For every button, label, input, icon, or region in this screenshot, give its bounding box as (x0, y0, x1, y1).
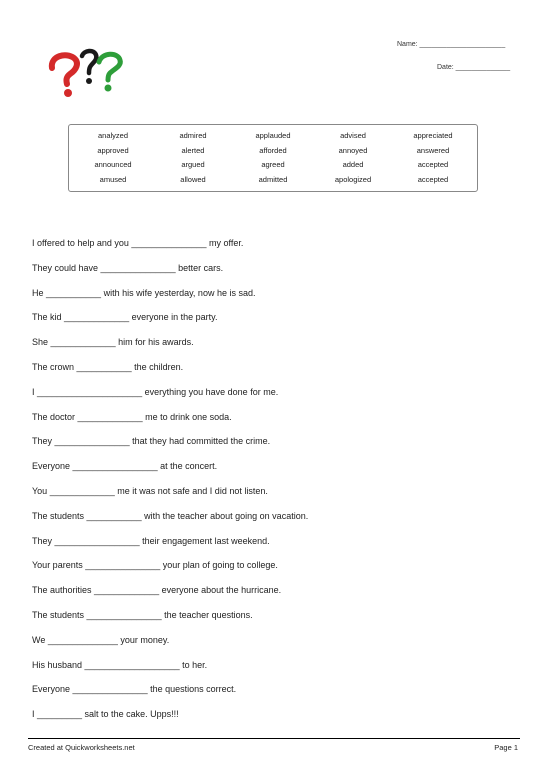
question-marks-logo (44, 46, 128, 100)
sentence-item: He ___________ with his wife yesterday, now he is sad. (32, 287, 256, 298)
sentence-item: The authorities _____________ everyone about the hurricane. (32, 585, 282, 596)
sentence-item: His husband ___________________ to her. (32, 659, 208, 670)
black-question-mark-icon (82, 51, 96, 84)
sentence-item: The kid _____________ everyone in the party. (32, 312, 218, 323)
word-bank-item: amused (99, 174, 127, 184)
word-bank-item: admired (179, 131, 207, 140)
sentence-item: Your parents _______________ your plan of going to college. (32, 560, 278, 571)
word-bank-item: admitted (258, 174, 288, 184)
sentence-item: I _________ salt to the cake. Upps!!! (32, 709, 179, 720)
word-bank-item: afforded (259, 145, 287, 155)
sentence-item: They could have _______________ better cars. (32, 262, 224, 273)
sentence-item: I _____________________ everything you have done for me. (32, 386, 279, 397)
footer-divider (28, 738, 520, 739)
word-bank-item: allowed (180, 174, 206, 184)
sentence-item: They _______________ that they had committed the crime. (32, 436, 271, 447)
word-bank-item: announced (94, 160, 132, 169)
sentence-item: We ______________ your money. (32, 634, 170, 645)
word-bank-item: appreciated (413, 131, 453, 140)
date-field-line: Date: ______________ (437, 64, 511, 71)
sentence-item: The crown ___________ the children. (32, 361, 184, 372)
sentence-item: The doctor _____________ me to drink one soda. (32, 411, 232, 422)
word-bank (68, 124, 478, 192)
word-bank-item: approved (97, 145, 129, 155)
word-bank-item: analyzed (97, 131, 129, 140)
footer-credit: Created at Quickworksheets.net (28, 743, 135, 752)
word-bank-item: alerted (181, 145, 205, 155)
word-bank-item: applauded (255, 131, 291, 140)
sentence-item: The students ___________ with the teacher about going on vacation. (32, 510, 309, 521)
word-bank-item: added (342, 160, 364, 169)
word-bank-item: answered (416, 145, 450, 155)
word-bank-item: accepted (417, 160, 449, 169)
sentence-list (32, 236, 512, 732)
sentence-item: They _________________ their engagement last weekend. (32, 535, 270, 546)
sentence-item: You _____________ me it was not safe and I did not listen. (32, 485, 268, 496)
sentence-item: Everyone _______________ the questions correct. (32, 684, 237, 695)
word-bank-item: argued (181, 160, 205, 169)
page-number: Page 1 (494, 743, 518, 752)
sentence-item: She _____________ him for his awards. (32, 337, 194, 348)
green-question-mark-icon (99, 54, 120, 91)
red-question-mark-icon (52, 55, 77, 97)
word-bank-item: advised (340, 131, 366, 140)
word-bank-item: annoyed (338, 145, 368, 155)
word-bank-item: apologized (334, 174, 372, 184)
sentence-item: I offered to help and you _______________ my offer. (32, 238, 244, 248)
sentence-item: Everyone _________________ at the concert. (32, 461, 218, 472)
sentence-item: The students _______________ the teacher questions. (32, 609, 253, 620)
name-field-line: Name: ______________________ (397, 41, 506, 48)
word-bank-item: agreed (261, 160, 285, 169)
word-bank-item: accepted (417, 174, 449, 184)
